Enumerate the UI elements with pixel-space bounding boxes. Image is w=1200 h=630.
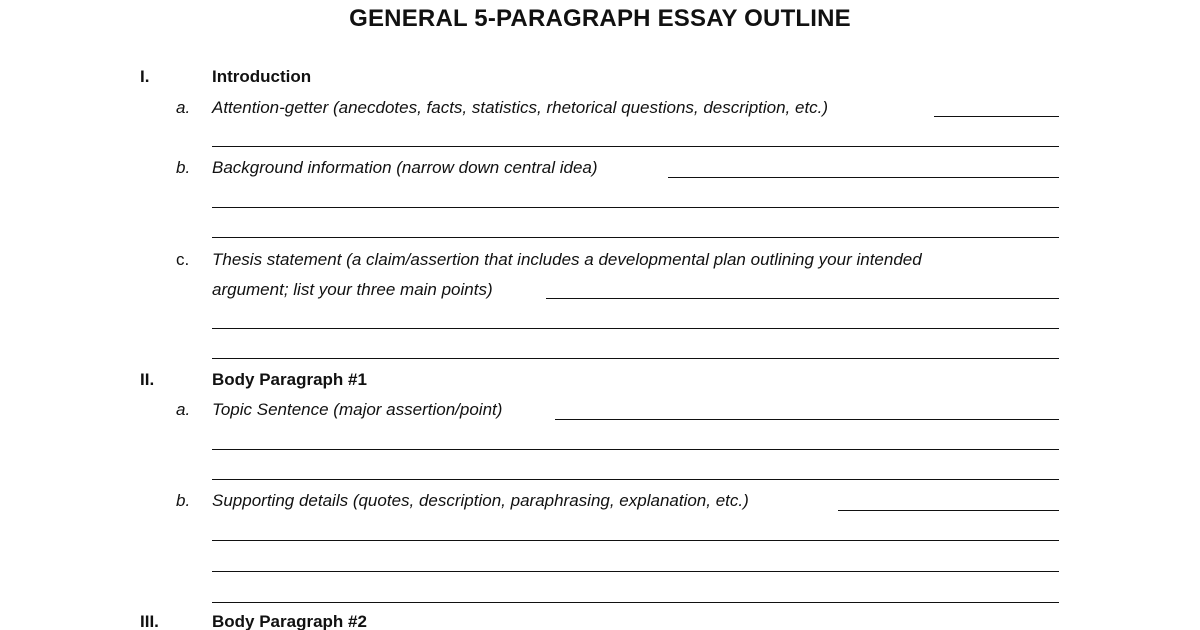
section-heading-body-paragraph-2: Body Paragraph #2 xyxy=(212,612,367,630)
section-numeral-1: I. xyxy=(140,67,150,86)
answer-line-2a-1[interactable] xyxy=(212,449,1059,450)
item-letter-2b: b. xyxy=(176,491,191,510)
answer-line-1b-2[interactable] xyxy=(212,237,1059,238)
prompt-thesis-statement-line2: argument; list your three main points) xyxy=(212,280,493,299)
section-numeral-2: II. xyxy=(140,370,155,389)
section-heading-body-paragraph-1: Body Paragraph #1 xyxy=(212,370,367,389)
item-letter-1b: b. xyxy=(176,158,191,177)
prompt-attention-getter: Attention-getter (anecdotes, facts, statistics, rhetorical questions, description, etc.) xyxy=(212,98,829,117)
answer-line-1a-1[interactable] xyxy=(212,146,1059,147)
answer-line-1c-1[interactable] xyxy=(212,328,1059,329)
section-numeral-3: III. xyxy=(140,612,159,630)
prompt-topic-sentence: Topic Sentence (major assertion/point) xyxy=(212,400,503,419)
answer-line-2b-1[interactable] xyxy=(212,540,1059,541)
answer-line-2a-2[interactable] xyxy=(212,479,1059,480)
item-letter-1c: c. xyxy=(176,250,190,269)
answer-line-1a-inline[interactable] xyxy=(934,116,1059,117)
page-title: GENERAL 5-PARAGRAPH ESSAY OUTLINE xyxy=(349,5,851,32)
answer-line-2b-2[interactable] xyxy=(212,571,1059,572)
item-letter-2a: a. xyxy=(176,400,191,419)
prompt-thesis-statement-line1: Thesis statement (a claim/assertion that includes a developmental plan outlining your intended xyxy=(212,250,922,269)
answer-line-1b-1[interactable] xyxy=(212,207,1059,208)
answer-line-1c-inline[interactable] xyxy=(546,298,1059,299)
item-letter-1a: a. xyxy=(176,98,191,117)
answer-line-1c-2[interactable] xyxy=(212,358,1059,359)
section-heading-introduction: Introduction xyxy=(212,67,312,86)
answer-line-2a-inline[interactable] xyxy=(555,419,1059,420)
answer-line-2b-3[interactable] xyxy=(212,602,1059,603)
prompt-background-information: Background information (narrow down central idea) xyxy=(212,158,598,177)
prompt-supporting-details: Supporting details (quotes, description, paraphrasing, explanation, etc.) xyxy=(212,491,749,510)
answer-line-2b-inline[interactable] xyxy=(838,510,1059,511)
answer-line-1b-inline[interactable] xyxy=(668,177,1059,178)
